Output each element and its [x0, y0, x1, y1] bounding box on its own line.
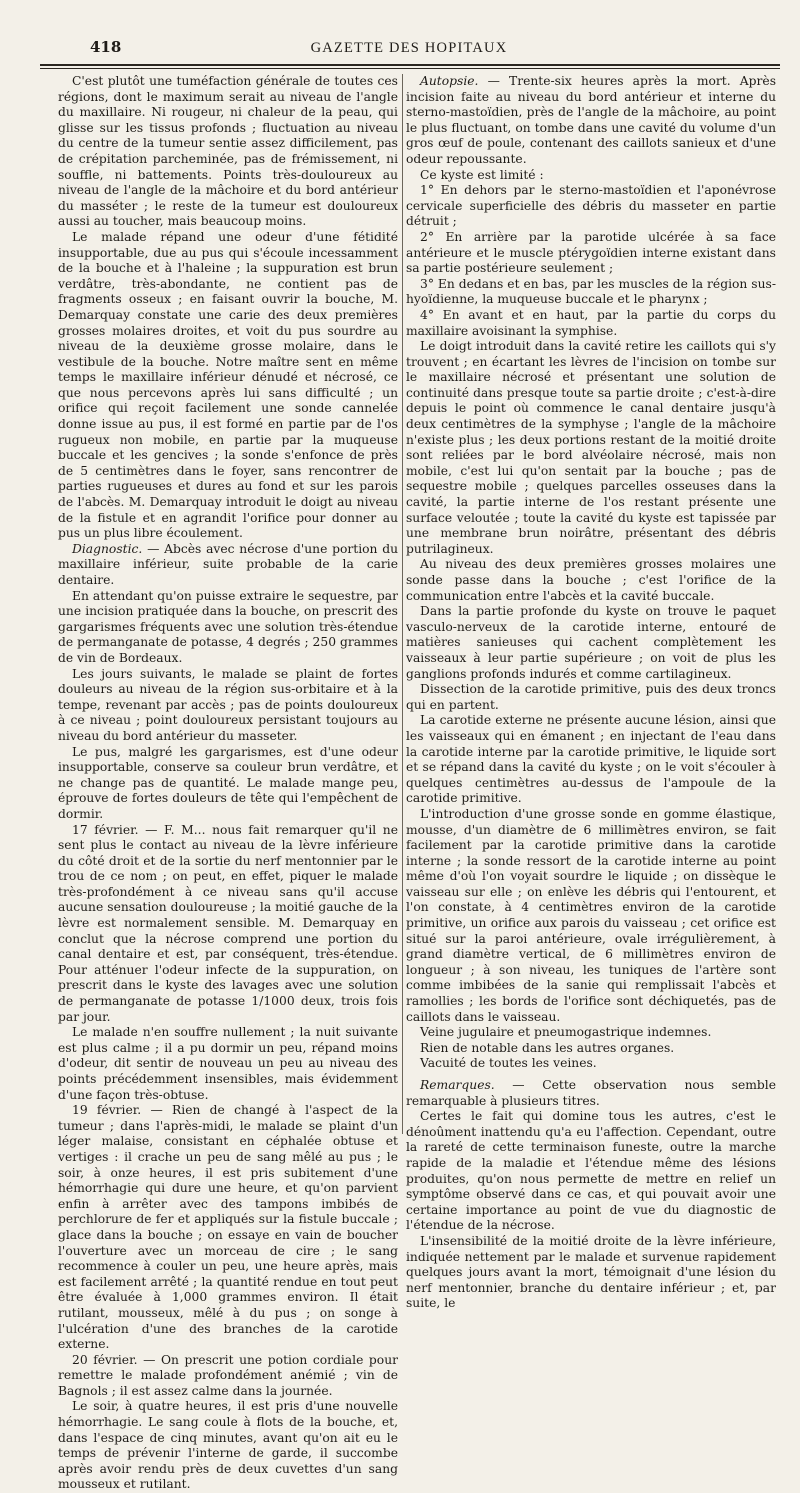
left-column: [58, 74, 398, 1493]
paragraph-text: Au niveau des deux premières grosses molaires une sonde passe dans la bouche ; c'est l'orifice de la communication entre l'abcès et la cavité buccale.: [406, 557, 776, 603]
paragraph-text: Le pus, malgré les gargarismes, est d'une odeur insupportable, conserve sa couleur brun verdâtre, et ne change pas de quantité. Le malade mange peu, éprouve de fortes douleurs de tête qui l'empêchent de dormir.: [58, 744, 398, 821]
paragraph: [58, 230, 398, 542]
paragraph: [58, 745, 398, 823]
paragraph: [58, 589, 398, 667]
paragraph-text: Dans la partie profonde du kyste on trouve le paquet vasculo-nerveux de la carotide interne, entouré de matières sanieuses qui cachent complètement les vaisseaux à leur partie supérieure ; on voit de plus les ganglions profonds indurés et comme cartilagineux.: [406, 604, 776, 681]
paragraph: [406, 807, 776, 1025]
right-column: [406, 74, 776, 1312]
paragraph-text: 17 février. — F. M... nous fait remarquer qu'il ne sent plus le contact au niveau de la lèvre inférieure du côté droit et de la sortie du nerf mentonnier par le trou de ce nom ; on peut, en effet, piquer le malade très-profondément à ce niveau sans qu'il accuse aucune sensation douloureuse ; la moitié gauche de la lèvre est normalement sensible. M. Demarquay en conclut que la nécrose comprend une portion du canal dentaire et est, par conséquent, très-étendue. Pour atténuer l'odeur infecte de la suppuration, on prescrit dans le kyste des lavages avec une solution de permanganate de potasse 1/1000 deux, trois fois par jour.: [58, 822, 398, 1024]
paragraph-text: Veine jugulaire et pneumogastrique indemnes.: [420, 1025, 712, 1040]
paragraph-text: Le soir, à quatre heures, il est pris d'une nouvelle hémorrhagie. Le sang coule à flots de la bouche, et, dans l'espace de cinq minutes, avant qu'on ait eu le temps de prévenir l'interne de garde, il succombe après avoir rendu près de deux cuvettes d'un sang mousseux et rutilant.: [58, 1399, 398, 1492]
paragraph-text: Le malade n'en souffre nullement ; la nuit suivante est plus calme ; il a pu dormir un peu, répand moins d'odeur, dit sentir de nouveau un peu au niveau des points précédemment insensibles, mais évidemment d'une façon très-obtuse.: [58, 1025, 398, 1102]
paragraph: [406, 230, 776, 277]
paragraph-text: — Trente-six heures après la mort. Après incision faite au niveau du bord antérieur et interne du sterno-mastoïdien, près de l'angle de la mâchoire, au point le plus fluctuant, on tombe dans une cavité du volume d'un gros œuf de poule, contenant des caillots sanieux et d'une odeur repoussante.: [406, 74, 776, 166]
paragraph-text: 4° En avant et en haut, par la partie du corps du maxillaire avoisinant la symphise.: [406, 307, 776, 338]
paragraph-text: Dissection de la carotide primitive, puis des deux troncs qui en partent.: [406, 682, 776, 712]
paragraph: [406, 308, 776, 339]
paragraph: [58, 1025, 398, 1103]
paragraph: [406, 1234, 776, 1312]
paragraph: [58, 823, 398, 1026]
paragraph-text: Rien de notable dans les autres organes.: [420, 1040, 675, 1055]
paragraph: [406, 183, 776, 230]
paragraph-text: Les jours suivants, le malade se plaint de fortes douleurs au niveau de la région sus-orbitaire et à la tempe, revenant par accès ; pas de points douloureux à ce niveau ; point douloureux persistant toujours au niveau du bord antérieur du masseter.: [58, 666, 398, 743]
paragraph: [406, 1078, 776, 1109]
paragraph-text: Certes le fait qui domine tous les autres, c'est le dénoûment inattendu qu'a eu l'affection. Cependant, outre la rareté de cette terminaison funeste, outre la marche rapide de la maladie et l'étendue même des lésions produites, qu'on nous permette de mettre en relief un symptôme observé dans ce cas, et qui pouvait avoir une certaine importance au point de vue du diagnostic de l'étendue de la nécrose.: [406, 1109, 776, 1233]
section-lead: Diagnostic.: [72, 541, 143, 556]
paragraph: [406, 1025, 776, 1041]
paragraph-text: Le malade répand une odeur d'une fétidité insupportable, due au pus qui s'écoule incessamment de la bouche et à l'haleine ; la suppuration est brun verdâtre, très-abondante, ne contient pas de fragments osseux ; en faisant ouvrir la bouche, M. Demarquay constate une carie des deux premières grosses molaires droites, et voit du pus sourdre au niveau de la deuxième grosse molaire, dans le vestibule de la bouche. Notre maître sent en même temps le maxillaire inférieur dénudé et nécrosé, ce que nous percevons après lui sans difficulté ; un orifice qui reçoit facilement une sonde cannelée donne issue au pus, il est formé en partie par de l'os rugueux non mobile, en partie par la muqueuse buccale et les gencives ; la sonde s'enfonce de près de 5 centimètres dans le foyer, sans rencontrer de parties rugueuses et dures au fond et sur les parois de l'abcès. M. Demarquay introduit le doigt au niveau de la fistule et en agrandit l'orifice pour donner au pus un plus libre écoulement.: [58, 229, 398, 541]
paragraph: [58, 1399, 398, 1493]
paragraph: [406, 168, 776, 184]
paragraph-text: 20 février. — On prescrit une potion cordiale pour remettre le malade profondément anémié ; vin de Bagnols ; il est assez calme dans la journée.: [58, 1352, 398, 1398]
paragraph-text: En attendant qu'on puisse extraire le sequestre, par une incision pratiquée dans la bouche, on prescrit des gargarismes fréquents avec une solution très-étendue de permanganate de potasse, 4 degrés ; 250 grammes de vin de Bordeaux.: [58, 588, 398, 665]
paragraph: [406, 557, 776, 604]
paragraph-text: Ce kyste est limité :: [420, 167, 544, 182]
paragraph-text: C'est plutôt une tuméfaction générale de toutes ces régions, dont le maximum serait au niveau de l'angle du maxillaire. Ni rougeur, ni chaleur de la peau, qui glisse sur les tissus profonds ; fluctuation au niveau du centre de la tumeur sentie assez difficilement, pas de crépitation parcheminée, pas de frémissement, ni souffle, ni battements. Points très-douloureux au niveau de l'angle de la mâchoire et du bord antérieur du masséter ; le reste de la tumeur est douloureux aussi au toucher, mais beaucoup moins.: [58, 74, 398, 229]
paragraph-text: 1° En dehors par le sterno-mastoïdien et l'aponévrose cervicale superficielle des débris du masseter en partie détruit ;: [406, 183, 776, 229]
paragraph: [406, 1041, 776, 1057]
paragraph-text: 3° En dedans et en bas, par les muscles de la région sus-hyoïdienne, la muqueuse buccale et le pharynx ;: [406, 276, 776, 307]
paragraph-text: — Abcès avec nécrose d'une portion du maxillaire inférieur, suite probable de la carie dentaire.: [58, 541, 398, 587]
paragraph: [406, 277, 776, 308]
paragraph: [406, 339, 776, 557]
paragraph: [406, 1109, 776, 1234]
header-rule: [40, 64, 780, 66]
paragraph-text: Vacuité de toutes les veines.: [420, 1056, 597, 1071]
paragraph-text: Le doigt introduit dans la cavité retire les caillots qui s'y trouvent ; en écartant les lèvres de l'incision on tombe sur le maxillaire nécrosé et présentant une solution de continuité dans presque toute sa partie droite ; c'est-à-dire depuis le point où commence le canal dentaire jusqu'à deux centimètres de la symphyse ; l'angle de la mâchoire n'existe plus ; les deux portions restant de la moitié droite sont reliées par le bord alvéolaire nécrosé, mais non mobile, c'est lui qu'on sentait par la bouche ; pas de sequestre mobile ; quelques parcelles osseuses dans la cavité, la partie interne de l'os restant présente une surface veloutée ; toute la cavité du kyste est tapissée par une membrane brun noirâtre, présentant des débris putrilagineux.: [406, 339, 776, 556]
paragraph-text: 2° En arrière par la parotide ulcérée à sa face antérieure et le muscle ptérygoïdien interne existant dans sa partie postérieure seulement ;: [406, 229, 776, 276]
paragraph-text: L'introduction d'une grosse sonde en gomme élastique, mousse, d'un diamètre de 6 millimètres environ, se fait facilement par la carotide primitive dans la carotide interne ; la sonde ressort de la carotide interne au point même d'où l'on voyait sourdre le liquide ; on dissèque le vaisseau sur elle ; on enlève les débris qui l'entourent, et l'on constate, à 4 centimètres environ de la carotide primitive, un orifice aux parois du vaisseau ; cet orifice est situé sur la paroi antérieure, ovale irrégulièrement, à grand diamètre vertical, de 6 millimètres environ de longueur ; à son niveau, les tuniques de l'artère sont comme imbibées de la sanie qui remplissait l'abcès et ramollies ; les bords de l'orifice sont déchiquetés, pas de caillots dans le vaisseau.: [406, 806, 776, 1024]
page-number: 418: [90, 38, 122, 56]
paragraph: [406, 1056, 776, 1072]
paragraph: [58, 74, 398, 230]
paragraph-text: La carotide externe ne présente aucune lésion, ainsi que les vaisseaux qui en émanent ; en injectant de l'eau dans la carotide interne par la carotide primitive, le liquide sort et se répand dans la cavité du kyste ; on le voit s'écouler à quelques centimètres au-dessus de l'ampoule de la carotide primitive.: [406, 713, 776, 806]
paragraph-text: L'insensibilité de la moitié droite de la lèvre inférieure, indiquée nettement par le malade et survenue rapidement quelques jours avant la mort, témoignait d'une lésion du nerf mentonnier, branche du dentaire inférieur ; et, par suite, le: [406, 1233, 776, 1311]
column-divider: [402, 74, 403, 1134]
paragraph: [406, 682, 776, 713]
paragraph-text: — Cette observation nous semble remarquable à plusieurs titres.: [406, 1078, 776, 1108]
paragraph: [406, 713, 776, 807]
paragraph: [406, 74, 776, 168]
header-rule-thin: [40, 68, 780, 69]
paragraph: [58, 542, 398, 589]
section-lead: Remarques.: [420, 1078, 495, 1092]
paragraph: [406, 604, 776, 682]
paragraph: [58, 1353, 398, 1400]
page-header: [38, 36, 780, 62]
paragraph: [58, 667, 398, 745]
paragraph-text: 19 février. — Rien de changé à l'aspect de la tumeur ; dans l'après-midi, le malade se plaint d'un léger malaise, consistant en céphalée obtuse et vertiges : il crache un peu de sang mêlé au pus ; le soir, à onze heures, il est pris subitement d'une hémorrhagie qui dure une heure, et qu'on parvient enfin à arrêter avec des tampons imbibés de perchlorure de fer et appliqués sur la fistule buccale ; glace dans la bouche ; on essaye en vain de boucher l'ouverture avec un morceau de cire ; le sang recommence à couler un peu, une heure après, mais est facilement arrêté ; la quantité rendue en tout peut être évaluée à 1,000 grammes environ. Il était rutilant, mousseux, mêlé à du pus ; on songe à l'ulcération d'une des branches de la carotide externe.: [58, 1103, 398, 1352]
section-lead: Autopsie.: [420, 74, 479, 88]
running-head-title: GAZETTE DES HOPITAUX: [310, 40, 508, 56]
